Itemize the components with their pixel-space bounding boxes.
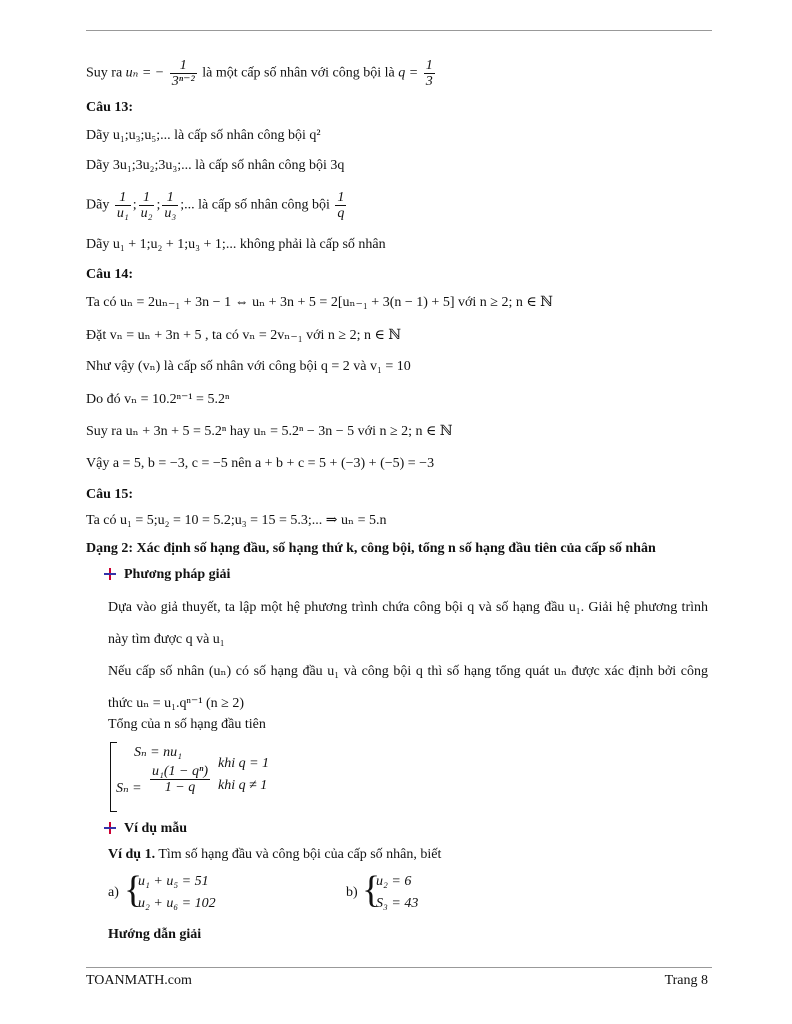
formula: q = — [398, 65, 422, 81]
c13-line-3: Dãy $\frac{1}{\text{u₁}}$ ; $\frac{1}{\text{u₂}}$ ; $\frac{1}{\text{u₃}}$ ;... là cấp số nhân công bội $\frac{1}{q}$ — [86, 190, 345, 221]
conclusion-line — [86, 58, 437, 89]
subheading-vi-du-mau: Ví dụ mẫu — [104, 820, 187, 838]
c14-line-2: Đặt vₙ = uₙ + 3n + 5 , ta có vₙ = 2vₙ₋₁ với n ≥ 2; n ∈ ℕ — [86, 328, 402, 343]
method-paragraph-2: Nếu cấp số nhân (uₙ) có số hạng đầu u₁ và công bội q thì số hạng tổng quát uₙ được xác định bởi công thức uₙ = u₁.qⁿ⁻¹ (n ≥ 2) — [108, 664, 708, 711]
method-paragraph-1: Dựa vào giả thuyết, ta lập một hệ phương trình chứa công bội q và số hạng đầu u₁. Giải hệ phương trình này tìm được q và u₁ — [108, 600, 708, 647]
fraction: $\frac{1}{3}$ — [425, 58, 433, 89]
c14-line-4: Do đó vₙ = 10.2ⁿ⁻¹ = 5.2ⁿ — [86, 392, 230, 407]
sum-formula: Sₙ = nu₁ Sₙ = $\frac{\text{u₁(1 − qⁿ)}}{1 - q}$ khi q = 1 khi q ≠ 1 — [108, 740, 308, 812]
section-heading-dang-2: Dạng 2: Xác định số hạng đầu, số hạng thứ k, công bội, tổng n số hạng đầu tiên của cấp số nhân — [86, 541, 656, 556]
heading-cau-15: Câu 15: — [86, 487, 134, 502]
fraction: $\frac{1}{\text{3ⁿ⁻²}}$ — [171, 58, 195, 89]
c14-line-6: Vậy a = 5, b = −3, c = −5 nên a + b + c = 5 + (−3) + (−5) = −3 — [86, 456, 435, 471]
c13-line-4: Dãy u₁ + 1;u₂ + 1;u₃ + 1;... không phải là cấp số nhân — [86, 237, 386, 252]
c14-line-5: Suy ra uₙ + 3n + 5 = 5.2ⁿ hay uₙ = 5.2ⁿ − 3n − 5 với n ≥ 2; n ∈ ℕ — [86, 424, 453, 439]
example-1: Ví dụ 1. Tìm số hạng đầu và công bội của cấp số nhân, biết — [108, 847, 442, 862]
header-rule — [86, 30, 712, 31]
heading-cau-13: Câu 13: — [86, 100, 134, 115]
footer-page-number: Trang 8 — [664, 973, 708, 988]
c13-line-1: Dãy u₁;u₃;u₅;... là cấp số nhân công bội q² — [86, 128, 321, 143]
footer-rule — [86, 967, 712, 968]
c14-line-3: Như vậy (vₙ) là cấp số nhân với công bội q = 2 và v₁ = 10 — [86, 359, 411, 374]
heading-cau-14: Câu 14: — [86, 267, 134, 282]
footer-site: TOANMATH.com — [86, 973, 192, 988]
c13-line-2: Dãy 3u₁;3u₂;3u₃;... là cấp số nhân công bội 3q — [86, 158, 345, 173]
subheading-phuong-phap: Phương pháp giải — [104, 566, 230, 584]
pin-icon — [104, 822, 116, 834]
text: là một cấp số nhân với công bội là — [202, 65, 399, 81]
system-b: b) { u₂ = 6 S₃ = 43 — [346, 869, 419, 911]
text: Suy ra — [86, 65, 126, 81]
pin-icon — [104, 568, 116, 580]
system-a: a) { u₁ + u₅ = 51 u₂ + u₆ = 102 — [108, 869, 216, 911]
method-paragraph-3: Tổng của n số hạng đầu tiên — [108, 717, 266, 732]
formula: uₙ = − — [125, 65, 165, 81]
c15-line-1: Ta có u₁ = 5;u₂ = 10 = 5.2;u₃ = 15 = 5.3;... ⇒ uₙ = 5.n — [86, 513, 387, 528]
c14-line-1: Ta có uₙ = 2uₙ₋₁ + 3n − 1 ⇔ uₙ + 3n + 5 = 2[uₙ₋₁ + 3(n − 1) + 5] với n ≥ 2; n ∈ ℕ — [86, 295, 554, 310]
solution-heading: Hướng dẫn giải — [108, 927, 202, 942]
